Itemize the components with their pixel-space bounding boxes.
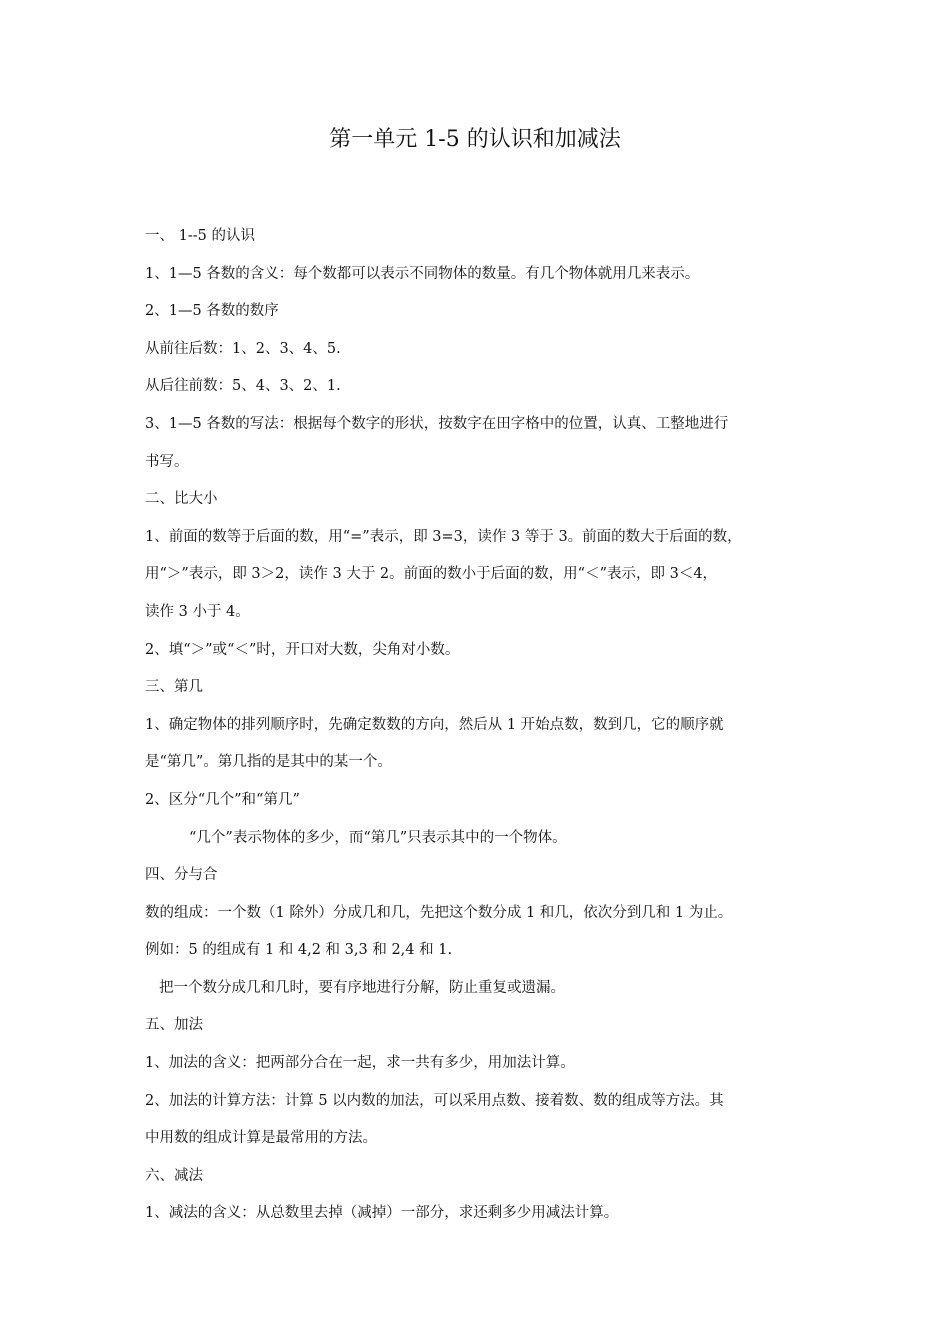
section-heading-3: 三、第几 — [145, 679, 203, 696]
paragraph-line-indented: “几个”表示物体的多少，而“第几”只表示其中的一个物体。 — [189, 829, 567, 846]
section-heading-6: 六、减法 — [145, 1167, 203, 1184]
paragraph-line: 2、填“＞”或“＜”时，开口对大数，尖角对小数。 — [145, 641, 460, 658]
paragraph-line: 从后往前数：5、4、3、2、1. — [145, 378, 341, 395]
paragraph-line: 从前往后数：1、2、3、4、5. — [145, 340, 341, 357]
paragraph-line: 1、确定物体的排列顺序时，先确定数数的方向，然后从 1 开始点数，数到几，它的顺序就 — [145, 716, 724, 733]
section-heading-5: 五、加法 — [145, 1017, 203, 1034]
paragraph-line: 是“第几”。第几指的是其中的某一个。 — [145, 754, 392, 771]
document-body — [145, 218, 810, 1233]
paragraph-line: 2、1—5 各数的数序 — [145, 303, 279, 320]
section-heading-2: 二、比大小 — [145, 491, 218, 508]
paragraph-line: 数的组成：一个数（1 除外）分成几和几，先把这个数分成 1 和几，依次分到几和 1 为止。 — [145, 904, 733, 921]
paragraph-line: 2、区分“几个”和“第几” — [145, 791, 300, 808]
paragraph-line: 1、1—5 各数的含义：每个数都可以表示不同物体的数量。有几个物体就用几来表示。 — [145, 265, 700, 282]
paragraph-line: 读作 3 小于 4。 — [145, 603, 250, 620]
document-title: 第一单元 1-5 的认识和加减法 — [329, 127, 621, 152]
paragraph-line: 用“＞”表示，即 3＞2，读作 3 大于 2。前面的数小于后面的数，用“＜”表示，即 3＜4， — [145, 566, 718, 583]
paragraph-line: 书写。 — [145, 453, 189, 470]
paragraph-line: 3、1—5 各数的写法：根据每个数字的形状，按数字在田字格中的位置，认真、工整地进行 — [145, 415, 729, 432]
paragraph-line: 1、减法的含义：从总数里去掉（减掉）一部分，求还剩多少用减法计算。 — [145, 1205, 619, 1222]
paragraph-line: 例如：5 的组成有 1 和 4,2 和 3,3 和 2,4 和 1. — [145, 942, 453, 959]
paragraph-line: 1、加法的含义：把两部分合在一起，求一共有多少，用加法计算。 — [145, 1055, 575, 1072]
section-heading-4: 四、分与合 — [145, 867, 218, 884]
section-heading-1: 一、 1--5 的认识 — [145, 228, 255, 244]
paragraph-line: 中用数的组成计算是最常用的方法。 — [145, 1130, 377, 1147]
paragraph-line: 2、加法的计算方法：计算 5 以内数的加法，可以采用点数、接着数、数的组成等方法。其 — [145, 1092, 724, 1109]
paragraph-line: 1、前面的数等于后面的数，用“=”表示，即 3=3，读作 3 等于 3。前面的数大于后面的数， — [145, 528, 742, 545]
paragraph-line-indented: 把一个数分成几和几时，要有序地进行分解，防止重复或遗漏。 — [159, 979, 565, 996]
